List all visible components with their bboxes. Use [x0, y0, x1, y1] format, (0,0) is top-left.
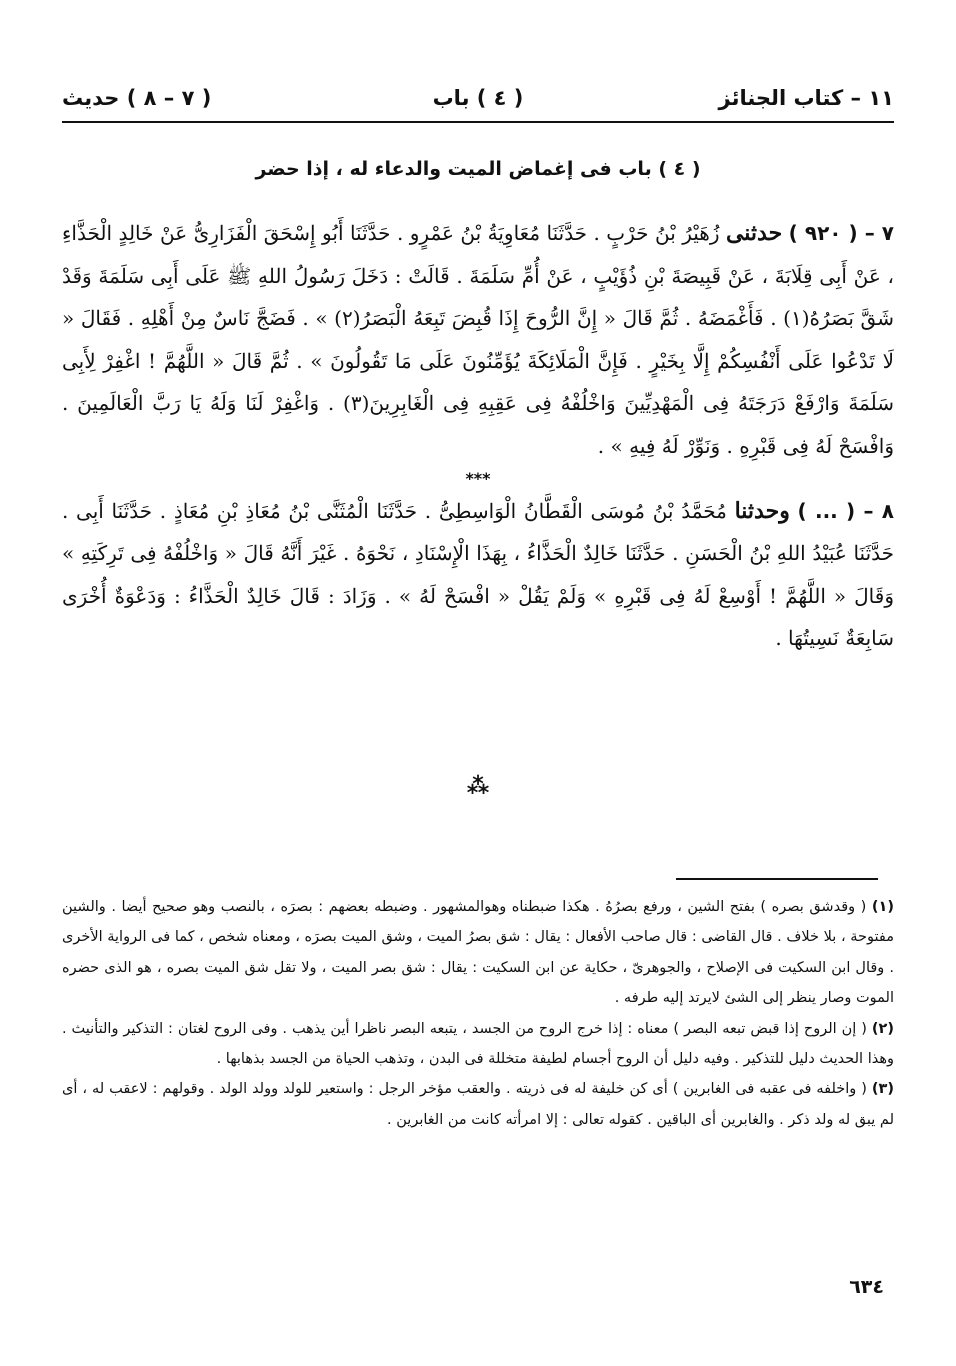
- footnote-rule: [676, 878, 878, 880]
- footnote-text: ( وقدشق بصره ) بفتح الشين ، ورفع بصرُهُ . هكذا ضبطناه وهوالمشهور . وضبطه بعضهم : بصرَه ، بالنصب وهو صحيح أيضا . والشين مفتوحة ، بلا خلاف . قال القاضى : قال صاحب الأفعال : يقال : شق بصرُ الميت ، وشق الميت بصرَه ، ومعناه شخص ، كما فى الرواية الأخرى . وقال ابن السكيت فى الإصلاح ، والجوهرىّ ، حكاية عن ابن السكيت : يقال : شق بصر الميت ، ولا تقل شق الميت بصره ، هو الذى حضره الموت وصار ينظر إلى الشئ لايرتد إليه طرفه .: [62, 899, 894, 1007]
- running-header: [62, 86, 894, 120]
- header-chapter: ( ٤ ) باب: [432, 86, 524, 110]
- chapter-title: ( ٤ ) باب فى إغماض الميت والدعاء له ، إذا حضر: [255, 158, 701, 180]
- hadith-lead-word: حدثنى: [725, 220, 783, 246]
- footnote-1: [62, 892, 894, 1014]
- hadith-number: ٨ – ( ... ): [797, 498, 895, 523]
- hadith-text: زُهَيْرُ بْنُ حَرْبٍ . حَدَّثَنَا مُعَاوِيَةُ بْنُ عَمْرٍو . حَدَّثَنَا أَبُو إِسْحَقَ الْفَزَارِىُّ عَنْ خَالِدٍ الْحَذَّاءِ ، عَنْ أَبِى قِلَابَةَ ، عَنْ قَبِيصَةَ بْنِ ذُؤَيْبٍ ، عَنْ أُمِّ سَلَمَةَ . قَالَتْ : دَخَلَ رَسُولُ اللهِ ﷺ عَلَى أَبِى سَلَمَةَ وَقَدْ شَقَّ بَصَرُهُ(١) . فَأَغْمَضَهُ . ثُمَّ قَالَ « إِنَّ الرُّوحَ إِذَا قُبِضَ تَبِعَهُ الْبَصَرُ(٢) » . فَضَجَّ نَاسٌ مِنْ أَهْلِهِ . فَقَالَ « لَا تَدْعُوا عَلَى أَنْفُسِكُمْ إِلَّا بِخَيْرٍ . فَإِنَّ الْمَلَائِكَةَ يُؤَمِّنُونَ عَلَى مَا تَقُولُونَ » . ثُمَّ قَالَ « اللَّهُمَّ ! اغْفِرْ لِأَبِى سَلَمَةَ وَارْفَعْ دَرَجَتَهُ فِى الْمَهْدِيِّينَ وَاخْلُفْهُ فِى عَقِبِهِ فِى الْغَابِرِينَ(٣) . وَاغْفِرْ لَنَا وَلَهُ يَا رَبَّ الْعَالَمِينَ . وَافْسَحْ لَهُ فِى قَبْرِهِ . وَنَوِّرْ لَهُ فِيهِ » .: [62, 221, 895, 458]
- footnote-text: ( واخلفه فى عقبه فى الغابرين ) أى كن خليفة له فى ذريته . والعقب مؤخر الرجل : واستعير للولد وولد الولد . وقولهم : لاعقب له ، أى لم يبق له ولد ذكر . والغابرين أى الباقين . كقوله تعالى : إلا امرأته كانت من الغابرين .: [62, 1081, 894, 1128]
- footnote-number: (٢): [871, 1020, 895, 1037]
- header-rule: [62, 121, 894, 123]
- end-ornament: ⁂: [466, 774, 490, 799]
- footnote-2: [62, 1014, 894, 1075]
- header-hadith-range: ( ٧ – ٨ ) حديث: [62, 86, 212, 110]
- hadith-text: مُحَمَّدُ بْنُ مُوسَى الْقَطَّانُ الْوَاسِطِىُّ . حَدَّثَنَا الْمُثَنَّى بْنُ مُعَاذِ بْنِ مُعَاذٍ . حَدَّثَنَا أَبِى . حَدَّثَنَا عُبَيْدُ اللهِ بْنُ الْحَسَنِ . حَدَّثَنَا خَالِدٌ الْحَذَّاءُ ، بِهَذَا الْإِسْنَادِ ، نَحْوَهُ . غَيْرَ أَنَّهُ قَالَ « وَاخْلُفْهُ فِى تَرِكَتِهِ » وَقَالَ « اللَّهُمَّ ! أَوْسِعْ لَهُ فِى قَبْرِهِ » وَلَمْ يَقُلْ « افْسَحْ لَهُ » . وَزَادَ : قَالَ خَالِدٌ الْحَذَّاءُ : وَدَعْوَةٌ أُخْرَى سَابِعَةٌ نَسِيتُهَا .: [62, 498, 894, 651]
- footnote-3: [62, 1074, 894, 1135]
- hadith-number: ٧ – ( ٩٢٠ ): [788, 221, 895, 245]
- footnote-number: (٣): [871, 1081, 894, 1098]
- hadith-7: [62, 212, 894, 468]
- footnotes: [62, 892, 894, 1135]
- page-number: ٦٣٤: [849, 1276, 884, 1298]
- section-separator: ***: [465, 468, 491, 488]
- hadith-8: [62, 490, 894, 660]
- main-text: [62, 212, 894, 660]
- header-book-title: ١١ – كتاب الجنائز: [718, 86, 894, 110]
- footnote-text: ( إن الروح إذا قبض تبعه البصر ) معناه : إذا خرج الروح من الجسد ، يتبعه البصر ناظرا أين يذهب . وفى الروح لغتان : التذكير والتأنيث . وهذا الحديث دليل للتذكير . وفيه دليل أن الروح أجسام لطيفة متخللة فى البدن ، وتذهب الحياة من الجسد بذهابها .: [62, 1020, 894, 1068]
- hadith-lead-word: وحدثنا: [734, 497, 790, 524]
- footnote-number: (١): [871, 899, 895, 915]
